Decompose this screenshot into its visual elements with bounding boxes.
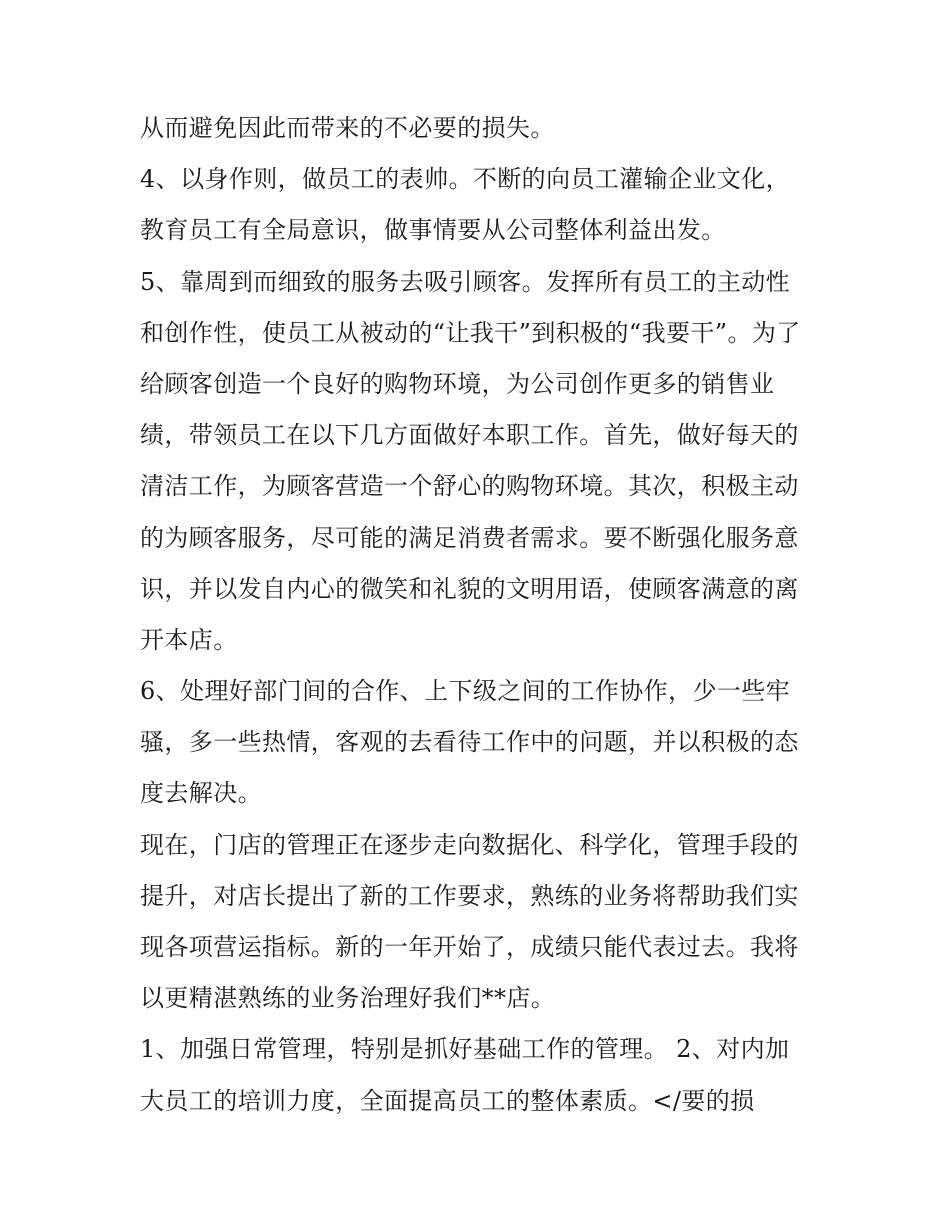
text-line: 和创作性，使员工从被动的“让我干”到积极的“我要干”。为了 bbox=[140, 318, 801, 347]
text-line: 识，并以发自内心的微笑和礼貌的文明用语，使顾客满意的离 bbox=[140, 574, 799, 603]
text-line: 提升，对店长提出了新的工作要求，熟练的业务将帮助我们实 bbox=[140, 881, 799, 910]
text-line: 以更精湛熟练的业务治理好我们**店。 bbox=[140, 984, 556, 1013]
text-line: 度去解决。 bbox=[140, 779, 262, 808]
text-line: 现在，门店的管理正在逐步走向数据化、科学化，管理手段的 bbox=[140, 830, 799, 859]
text-line: 开本店。 bbox=[140, 625, 238, 654]
text-line: 6、处理好部门间的合作、上下级之间的工作协作，少一些牢 bbox=[140, 677, 791, 706]
text-line: 1、加强日常管理，特别是抓好基础工作的管理。 2、对内加 bbox=[140, 1035, 790, 1064]
text-line: 大员工的培训力度，全面提高员工的整体素质。</要的损 bbox=[140, 1086, 755, 1115]
text-line: 4、以身作则，做员工的表帅。不断的向员工灌输企业文化， bbox=[140, 165, 791, 194]
text-line: 骚，多一些热情，客观的去看待工作中的问题，并以积极的态 bbox=[140, 728, 799, 757]
document-body bbox=[140, 108, 820, 1132]
text-line: 教育员工有全局意识，做事情要从公司整体利益出发。 bbox=[140, 216, 726, 245]
text-line: 5、靠周到而细致的服务去吸引顾客。发挥所有员工的主动性 bbox=[140, 267, 791, 296]
text-line: 的为顾客服务，尽可能的满足消费者需求。要不断强化服务意 bbox=[140, 523, 799, 552]
text-line: 从而避免因此而带来的不必要的损失。 bbox=[140, 114, 555, 142]
text-line: 绩，带领员工在以下几方面做好本职工作。首先，做好每天的 bbox=[140, 421, 799, 450]
text-line: 清洁工作，为顾客营造一个舒心的购物环境。其次，积极主动 bbox=[140, 472, 799, 501]
text-line: 给顾客创造一个良好的购物环境，为公司创作更多的销售业 bbox=[140, 369, 775, 398]
text-line: 现各项营运指标。新的一年开始了，成绩只能代表过去。我将 bbox=[140, 933, 799, 961]
